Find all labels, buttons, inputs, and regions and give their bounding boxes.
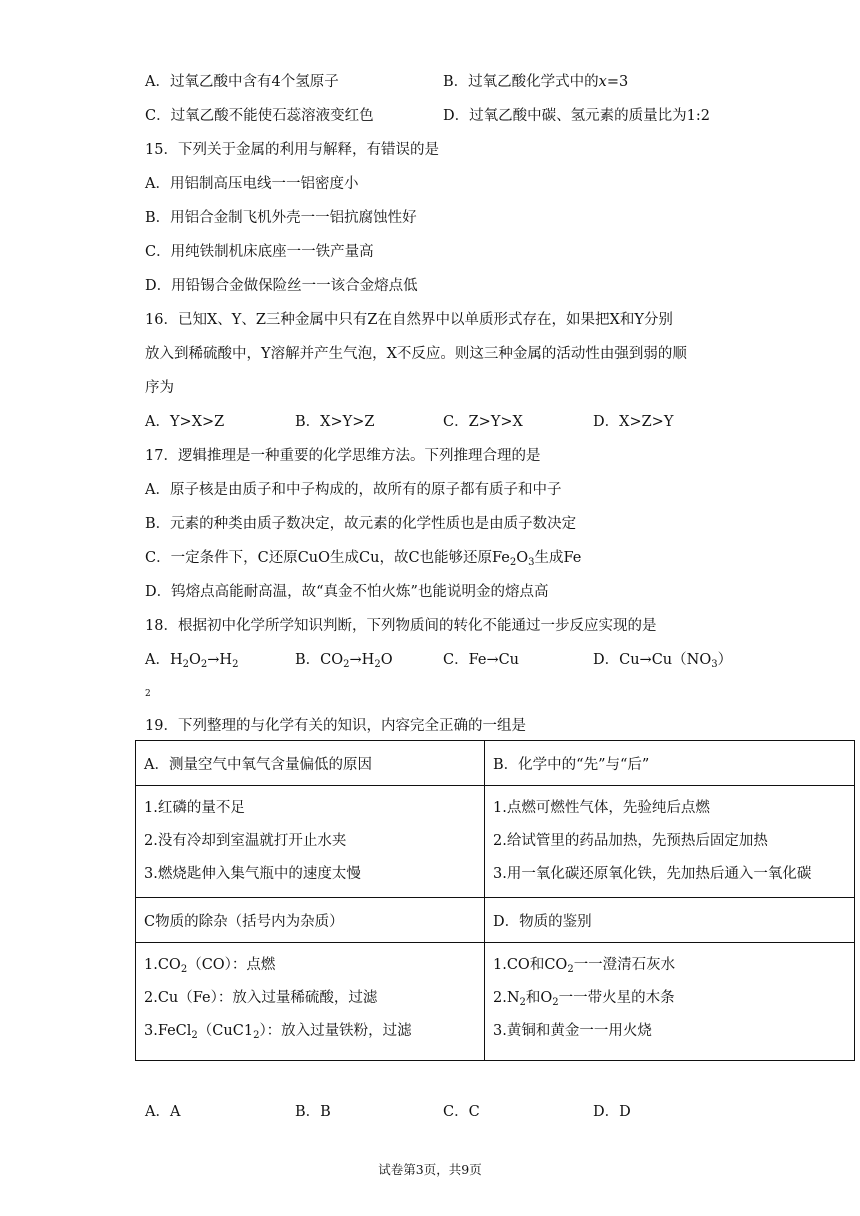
q18-option-a [145, 650, 295, 670]
q19-b-item-2: 2.给试管里的药品加热，先预热后固定加热 [493, 833, 768, 849]
q17-option-c-mid: O [516, 550, 529, 566]
q19-c3-part: （CuC1 [197, 1023, 254, 1039]
q19-b-item-3: 3.用一氧化碳还原氧化铁，先加热后通入一氧化碳 [493, 866, 812, 882]
q16-option-b: B．X>Y>Z [295, 414, 375, 430]
q18-b-part: O [380, 652, 393, 668]
q18-sub: 2 [232, 659, 239, 670]
q19-option-a: A．A [145, 1104, 181, 1120]
q19-table [135, 740, 855, 1061]
q16-stem-line3: 序为 [145, 380, 174, 396]
q18-option-d [593, 650, 732, 670]
q19-sub: 2 [519, 997, 526, 1008]
q17-stem: 17．逻辑推理是一种重要的化学思维方法。下列推理合理的是 [145, 448, 541, 464]
q18-d-part: D．Cu→Cu（NO [593, 652, 712, 668]
q19-d2-part: 2.N [493, 990, 520, 1006]
q16-stem-line2: 放入到稀硫酸中，Y溶解并产生气泡，X不反应。则这三种金属的活动性由强到弱的顺 [145, 346, 687, 362]
q18-sub: 3 [711, 659, 718, 670]
q19-c-item-3 [144, 1015, 476, 1048]
page-footer: 试卷第3页，共9页 [378, 1162, 482, 1177]
q15-option-d: D．用铅锡合金做保险丝一一该合金熔点低 [145, 278, 418, 294]
q14-option-a: A．过氧乙酸中含有4个氢原子 [145, 74, 339, 90]
q19-sub: 2 [552, 997, 559, 1008]
q18-b-part: B．CO [295, 652, 344, 668]
q19-sub: 2 [191, 1030, 198, 1041]
q19-options [145, 1102, 820, 1122]
q19-d1-part: 1.CO和CO [493, 957, 568, 973]
q17-option-c-end: 生成Fe [534, 550, 582, 566]
q16-option-a: A．Y>X>Z [145, 414, 225, 430]
q17-option-b: B．元素的种类由质子数决定，故元素的化学性质也是由质子数决定 [145, 516, 577, 532]
q14-option-b [443, 72, 628, 92]
q15-option-c: C．用纯铁制机床底座一一铁产量高 [145, 244, 374, 260]
q18-stem: 18．根据初中化学所学知识判断，下列物质间的转化不能通过一步反应实现的是 [145, 618, 657, 634]
q18-footnote: 2 [145, 689, 151, 699]
q16-option-d: D．X>Z>Y [593, 414, 674, 430]
q17-option-c-text: C．一定条件下，C还原CuO生成Cu，故C也能够还原Fe [145, 550, 510, 566]
q18-options [145, 650, 820, 670]
q19-c3-part: ）：放入过量铁粉，过滤 [259, 1023, 412, 1039]
q19-c-item-2: 2.Cu（Fe）：放入过量稀硫酸，过滤 [144, 990, 378, 1006]
q18-a-part: O [189, 652, 201, 668]
q16-option-c: C．Z>Y>X [443, 414, 523, 430]
q19-a-item-2: 2.没有冷却到室温就打开止水夹 [144, 833, 347, 849]
q19-c-body [136, 943, 485, 1061]
q19-sub: 2 [180, 964, 188, 975]
q17-option-c [145, 548, 581, 568]
q18-option-c: C．Fe→Cu [443, 652, 520, 668]
q19-a-head: A．测量空气中氧气含量偏低的原因 [136, 741, 485, 786]
q19-sub: 2 [253, 1030, 260, 1041]
q18-a-part: A．H [145, 652, 183, 668]
q19-b-head: B．化学中的“先”与“后” [485, 741, 855, 786]
q16-stem-line1: 16．已知X、Y、Z三种金属中只有Z在自然界中以单质形式存在，如果把X和Y分别 [145, 312, 673, 328]
q14-option-b-var: x [598, 74, 607, 90]
q19-d-head: D．物质的鉴别 [485, 898, 855, 943]
q17-option-a: A．原子核是由质子和中子构成的，故所有的原子都有质子和中子 [145, 482, 562, 498]
q18-sub: 2 [343, 659, 350, 670]
q19-c1-part: 1.CO [144, 957, 181, 973]
q18-sub: 2 [374, 659, 381, 670]
q18-b-part: →H [349, 652, 375, 668]
q19-c3-part: 3.FeCl [144, 1023, 192, 1039]
q14-options-row1 [145, 72, 820, 92]
q19-c1-part: （CO）：点燃 [187, 957, 276, 973]
q19-c-item-1 [144, 949, 476, 982]
q19-d1-part: 一一澄清石灰水 [573, 957, 676, 973]
q15-option-a: A．用铝制高压电线一一铝密度小 [145, 176, 359, 192]
q14-options-row2 [145, 106, 820, 126]
q18-a-part: →H [207, 652, 233, 668]
q19-d2-part: 一一带火星的木条 [558, 990, 675, 1006]
q18-sub: 2 [182, 659, 189, 670]
q14-option-b-text: B．过氧乙酸化学式中的 [443, 74, 599, 90]
q16-options [145, 412, 820, 432]
q14-option-b-value: =3 [606, 74, 629, 90]
q19-a-item-1: 1.红磷的量不足 [144, 800, 245, 816]
q19-d2-part: 和O [525, 990, 553, 1006]
q18-sub: 2 [200, 659, 208, 670]
q19-d-body [485, 943, 855, 1061]
q19-sub: 2 [567, 964, 574, 975]
q14-option-d: D．过氧乙酸中碳、氢元素的质量比为1:2 [443, 108, 710, 124]
q17-option-d: D．钨熔点高能耐高温，故“真金不怕火炼”也能说明金的熔点高 [145, 584, 549, 600]
q19-option-b: B．B [295, 1104, 331, 1120]
q18-d-part: ） [717, 652, 733, 668]
q15-option-b: B．用铝合金制飞机外壳一一铝抗腐蚀性好 [145, 210, 417, 226]
q14-option-c: C．过氧乙酸不能使石蕊溶液变红色 [145, 108, 374, 124]
q19-stem: 19．下列整理的与化学有关的知识，内容完全正确的一组是 [145, 718, 526, 734]
q17-sub: 3 [528, 557, 535, 568]
q18-option-b [295, 650, 443, 670]
q19-d-item-2 [493, 982, 846, 1015]
q19-b-item-1: 1.点燃可燃性气体，先验纯后点燃 [493, 800, 710, 816]
q17-sub: 2 [509, 557, 517, 568]
q19-c-head: C物质的除杂（括号内为杂质） [136, 898, 485, 943]
q15-stem: 15．下列关于金属的利用与解释，有错误的是 [145, 142, 439, 158]
q19-a-item-3: 3.燃烧匙伸入集气瓶中的速度太慢 [144, 866, 361, 882]
q19-option-d: D．D [593, 1104, 631, 1120]
q19-a-body [136, 786, 485, 898]
q19-d-item-1 [493, 949, 846, 982]
q19-b-body [485, 786, 855, 898]
q19-d-item-3: 3.黄铜和黄金一一用火烧 [493, 1023, 652, 1039]
q19-option-c: C．C [443, 1104, 480, 1120]
